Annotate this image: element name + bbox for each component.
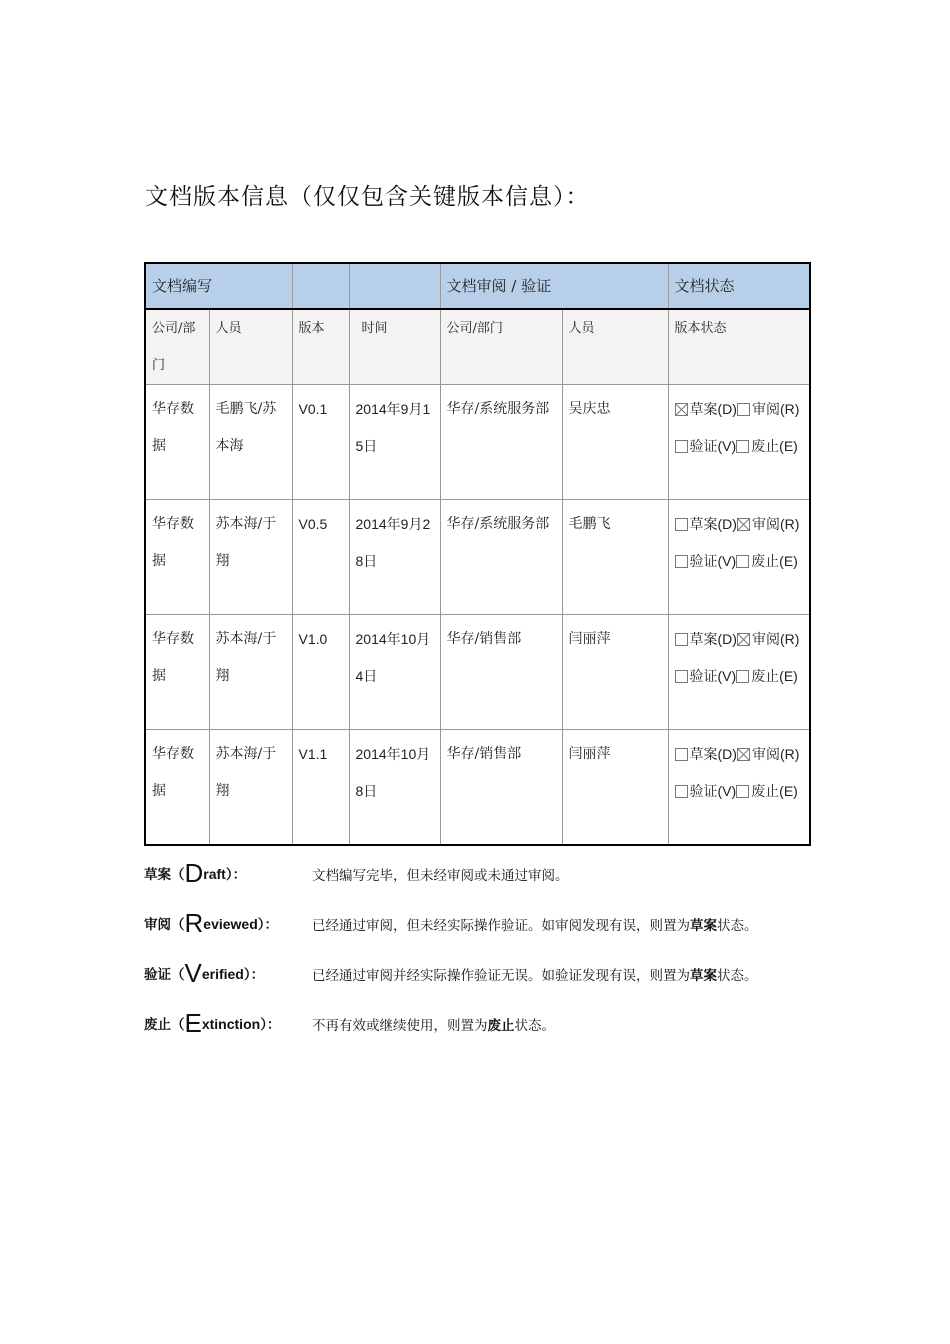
company-cell: 华存数据	[145, 730, 209, 846]
col-company: 公司/部门	[145, 309, 209, 385]
table-row	[145, 385, 810, 500]
header-empty-3	[349, 263, 440, 309]
status-checkbox[interactable]	[675, 518, 688, 531]
status-checkbox[interactable]	[737, 518, 750, 531]
reviewer-cell: 闫丽萍	[562, 730, 668, 846]
status-cell	[668, 385, 810, 500]
status-checkbox[interactable]	[736, 670, 749, 683]
table-header-group-row	[145, 263, 810, 309]
review-company-cell: 华存/销售部	[440, 730, 562, 846]
status-option-label: 草案(D)	[689, 746, 737, 762]
person-cell: 毛鹏飞/苏本海	[209, 385, 292, 500]
status-checkbox[interactable]	[737, 403, 750, 416]
version-cell: V0.5	[292, 500, 349, 615]
status-option-label: 审阅(R)	[751, 516, 800, 532]
legend-description: 不再有效或继续使用，则置为废止状态。	[312, 1018, 555, 1034]
status-cell	[668, 615, 810, 730]
status-cell	[668, 730, 810, 846]
header-empty-2	[292, 263, 349, 309]
status-option-label: 验证(V)	[689, 783, 737, 799]
version-cell: V0.1	[292, 385, 349, 500]
table-row	[145, 500, 810, 615]
date-cell: 2014年9月28日	[349, 500, 440, 615]
date-cell: 2014年10月8日	[349, 730, 440, 846]
status-checkbox[interactable]	[675, 670, 688, 683]
reviewer-cell: 吴庆忠	[562, 385, 668, 500]
status-checkbox[interactable]	[675, 555, 688, 568]
table-row	[145, 615, 810, 730]
status-checkbox[interactable]	[675, 633, 688, 646]
status-option-label: 废止(E)	[751, 438, 798, 454]
header-authoring: 文档编写	[145, 263, 292, 309]
table-header-row	[145, 309, 810, 385]
legend-term: 草案（Draft）：	[144, 858, 247, 888]
page-title: 文档版本信息（仅仅包含关键版本信息）：	[145, 184, 590, 210]
legend-term: 审阅（Reviewed）：	[144, 908, 279, 938]
legend-description: 已经通过审阅，但未经实际操作验证。如审阅发现有误，则置为草案状态。	[312, 918, 758, 934]
status-option-label: 草案(D)	[689, 631, 737, 647]
col-person: 人员	[209, 309, 292, 385]
status-checkbox[interactable]	[675, 440, 688, 453]
legend-term: 验证（Verified）：	[144, 958, 265, 988]
review-company-cell: 华存/系统服务部	[440, 385, 562, 500]
status-option-label: 草案(D)	[689, 401, 737, 417]
person-cell: 苏本海/于翔	[209, 730, 292, 846]
status-option-label: 验证(V)	[689, 553, 737, 569]
version-cell: V1.1	[292, 730, 349, 846]
version-cell: V1.0	[292, 615, 349, 730]
person-cell: 苏本海/于翔	[209, 615, 292, 730]
status-checkbox[interactable]	[736, 440, 749, 453]
col-date: 时间	[349, 309, 440, 385]
status-cell	[668, 500, 810, 615]
table-row	[145, 730, 810, 846]
header-review: 文档审阅 / 验证	[440, 263, 668, 309]
status-checkbox[interactable]	[736, 785, 749, 798]
status-option-label: 审阅(R)	[751, 401, 800, 417]
review-company-cell: 华存/系统服务部	[440, 500, 562, 615]
col-review-company: 公司/部门	[440, 309, 562, 385]
status-option-label: 验证(V)	[689, 438, 737, 454]
status-checkbox[interactable]	[675, 403, 688, 416]
company-cell: 华存数据	[145, 500, 209, 615]
legend-description: 文档编写完毕，但未经审阅或未通过审阅。	[312, 868, 569, 884]
company-cell: 华存数据	[145, 615, 209, 730]
date-cell: 2014年9月15日	[349, 385, 440, 500]
status-option-label: 废止(E)	[751, 553, 798, 569]
status-option-label: 审阅(R)	[751, 631, 800, 647]
col-status: 版本状态	[668, 309, 810, 385]
status-option-label: 验证(V)	[689, 668, 737, 684]
person-cell: 苏本海/于翔	[209, 500, 292, 615]
legend-description: 已经通过审阅并经实际操作验证无误。如验证发现有误，则置为草案状态。	[312, 968, 758, 984]
status-option-label: 废止(E)	[751, 668, 798, 684]
company-cell: 华存数据	[145, 385, 209, 500]
status-checkbox[interactable]	[736, 555, 749, 568]
reviewer-cell: 毛鹏飞	[562, 500, 668, 615]
status-option-label: 废止(E)	[751, 783, 798, 799]
status-checkbox[interactable]	[737, 633, 750, 646]
status-option-label: 审阅(R)	[751, 746, 800, 762]
col-reviewer: 人员	[562, 309, 668, 385]
status-checkbox[interactable]	[675, 748, 688, 761]
col-version: 版本	[292, 309, 349, 385]
status-option-label: 草案(D)	[689, 516, 737, 532]
version-table	[144, 262, 811, 846]
header-status: 文档状态	[668, 263, 810, 309]
date-cell: 2014年10月4日	[349, 615, 440, 730]
status-checkbox[interactable]	[737, 748, 750, 761]
legend-term: 废止（Extinction）：	[144, 1008, 281, 1038]
reviewer-cell: 闫丽萍	[562, 615, 668, 730]
review-company-cell: 华存/销售部	[440, 615, 562, 730]
status-checkbox[interactable]	[675, 785, 688, 798]
